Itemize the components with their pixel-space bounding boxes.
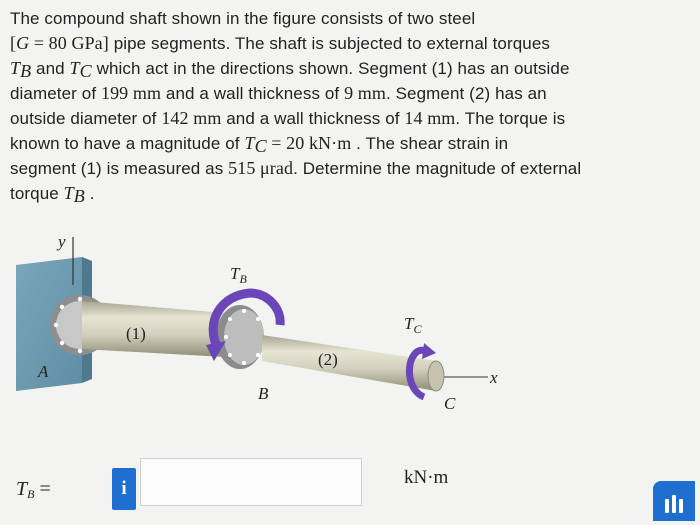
torque-b-subscript: B (73, 186, 85, 206)
torque-c-arrowhead (422, 343, 436, 359)
problem-line-7 (10, 156, 690, 181)
point-b-label: B (258, 384, 269, 403)
shear-strain-value: 515 μrad (228, 158, 294, 178)
point-c-label: C (444, 394, 456, 413)
problem-statement (10, 6, 690, 206)
outside-diameter-1: 199 mm (100, 83, 162, 103)
answer-input[interactable] (140, 458, 362, 506)
shaft-end-c (428, 361, 444, 391)
problem-text: The compound shaft shown in the figure consists of two steel (10, 9, 476, 28)
point-a-label: A (38, 362, 49, 381)
shear-modulus-value: = 80 GPa] (29, 33, 109, 53)
problem-text: . The torque is (455, 109, 566, 128)
problem-text: . Segment (2) has an (385, 84, 547, 103)
problem-line-2 (10, 31, 690, 56)
answer-row (0, 448, 700, 525)
answer-subscript: B (27, 487, 35, 501)
torque-b-symbol: T (230, 264, 240, 283)
info-icon: i (121, 478, 127, 499)
problem-text: and a wall thickness of (161, 84, 345, 103)
torque-c-subscript: C (254, 136, 267, 156)
problem-line-4 (10, 81, 690, 106)
torque-c-value: = 20 kN·m (266, 133, 352, 153)
problem-text: diameter of (10, 84, 101, 103)
torque-b-symbol: T (10, 58, 21, 78)
segment-1-label: (1) (126, 324, 146, 343)
wall-thickness-1: 9 mm (344, 83, 386, 103)
bars-icon (679, 499, 683, 513)
problem-text: which act in the directions shown. Segment (1) has an outside (91, 59, 570, 78)
problem-text: and (31, 59, 70, 78)
problem-text: outside diameter of (10, 109, 162, 128)
problem-text: [ (10, 33, 17, 53)
problem-text: known to have a magnitude of (10, 134, 245, 153)
problem-text: torque (10, 184, 64, 203)
x-axis-label: x (490, 368, 498, 387)
problem-text: and a wall thickness of (221, 109, 405, 128)
answer-symbol: T (16, 478, 28, 500)
bars-icon (665, 499, 669, 513)
torque-b-subscript: B (20, 61, 32, 81)
problem-line-6 (10, 131, 690, 156)
shaft-segment-1 (82, 301, 225, 357)
bars-icon (672, 495, 676, 513)
torque-c-symbol: T (244, 133, 255, 153)
torque-c-symbol: T (69, 58, 80, 78)
torque-b-symbol: T (63, 183, 74, 203)
torque-c-subscript: C (79, 61, 92, 81)
info-button[interactable] (112, 468, 136, 510)
problem-line-5 (10, 106, 690, 131)
torque-c-label (404, 314, 422, 336)
outside-diameter-2: 142 mm (161, 108, 222, 128)
torque-b-subscript: B (239, 272, 247, 286)
problem-text: . The shear strain in (351, 134, 509, 153)
problem-text: . Determine the magnitude of external (293, 159, 582, 178)
problem-line-1 (10, 6, 690, 31)
shaft-diagram (0, 225, 700, 430)
torque-b-label (230, 264, 247, 286)
wall-thickness-2: 14 mm (404, 108, 456, 128)
segment-2-label: (2) (318, 350, 338, 369)
menu-bars-button[interactable] (653, 481, 695, 521)
problem-text: . (84, 184, 95, 203)
torque-c-subscript: C (413, 322, 422, 336)
torque-c-symbol: T (404, 314, 414, 333)
problem-text: pipe segments. The shaft is subjected to external torques (108, 34, 551, 53)
problem-line-8 (10, 181, 690, 206)
shaft-figure (0, 225, 700, 430)
answer-unit: kN·m (404, 467, 449, 488)
answer-equals: = (34, 478, 51, 500)
shear-modulus-symbol: G (16, 33, 30, 53)
problem-line-3 (10, 56, 690, 81)
answer-label (16, 478, 51, 501)
problem-text: segment (1) is measured as (10, 159, 229, 178)
y-axis-label: y (58, 232, 66, 251)
